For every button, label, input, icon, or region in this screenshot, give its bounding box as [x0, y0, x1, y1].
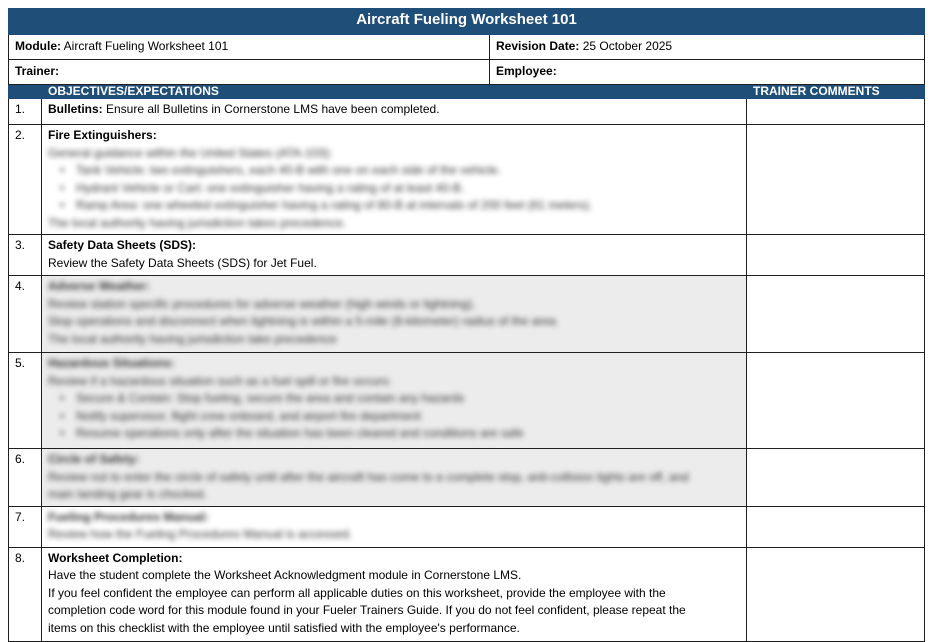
table-row: [9, 125, 925, 235]
table-row: [9, 353, 925, 449]
table-row: [9, 99, 925, 125]
trainer-comment-cell[interactable]: [747, 547, 925, 641]
table-row: [9, 547, 925, 641]
objective-line: Review if a hazardous situation such as a fuel spill or fire occurs:: [48, 373, 392, 388]
objective-cell: [42, 99, 747, 125]
objective-bullet: • Notify supervisor, flight crew onboard, and airport fire department: [48, 408, 740, 426]
objective-bullet: • Secure & Contain: Stop fueling, secure the area and contain any hazards: [48, 390, 740, 408]
row-number: 7.: [9, 506, 42, 547]
objective-line: The local authority having jurisdiction take precedence: [48, 331, 337, 346]
trainer-employee-row: [9, 60, 925, 85]
row-number: 6.: [9, 449, 42, 507]
objective-cell: [42, 353, 747, 449]
module-label: Module:: [15, 39, 61, 53]
module-row: [9, 35, 925, 60]
table-row: [9, 276, 925, 353]
row-number: 3.: [9, 235, 42, 276]
objective-heading: Safety Data Sheets (SDS):: [48, 238, 197, 252]
objective-bullet: • Resume operations only after the situation has been cleared and conditions are safe: [48, 425, 740, 443]
row-number: 5.: [9, 353, 42, 449]
employee-cell[interactable]: [490, 60, 925, 85]
objective-heading: Fire Extinguishers:: [48, 128, 157, 142]
trainer-label: Trainer:: [15, 64, 60, 78]
module-value: Aircraft Fueling Worksheet 101: [63, 39, 229, 53]
objective-heading: Bulletins:: [48, 102, 103, 116]
objectives-column-header: OBJECTIVES/EXPECTATIONS: [42, 85, 747, 99]
objective-line: Review not to enter the circle of safety until after the aircraft has come to a complete stop, anti-collision lights are off, and: [48, 469, 689, 484]
comments-column-header: TRAINER COMMENTS: [747, 85, 925, 99]
revision-value: 25 October 2025: [582, 39, 673, 53]
objective-line: If you feel confident the employee can perform all applicable duties on this worksheet, provide the employee with the: [48, 585, 666, 600]
worksheet-table: [8, 8, 925, 642]
objective-line: The local authority having jurisdiction takes precedence.: [48, 215, 347, 230]
revision-label: Revision Date:: [496, 39, 580, 53]
objective-line: items on this checklist with the employee until satisfied with the employee's performance.: [48, 620, 520, 635]
row-number: 2.: [9, 125, 42, 235]
trainer-comment-cell[interactable]: [747, 235, 925, 276]
objective-cell: [42, 235, 747, 276]
trainer-cell[interactable]: [9, 60, 490, 85]
objective-line: completion code word for this module found in your Fueler Trainers Guide. If you do not feel confident, please repeat the: [48, 603, 686, 617]
objective-line: General guidance within the United States (ATA-103):: [48, 145, 333, 160]
objective-cell: [42, 125, 747, 235]
objective-heading: Hazardous Situations:: [48, 356, 175, 370]
trainer-comment-cell[interactable]: [747, 506, 925, 547]
objective-heading: Circle of Safety:: [48, 452, 140, 466]
row-number: 1.: [9, 99, 42, 125]
objective-bullet: • Ramp Area: one wheeled extinguisher having a rating of 80-B at intervals of 200 feet (61 meters).: [48, 197, 740, 215]
trainer-comment-cell[interactable]: [747, 125, 925, 235]
module-cell: [9, 35, 490, 60]
trainer-comment-cell[interactable]: [747, 276, 925, 353]
objective-bullet: • Tank Vehicle: two extinguishers, each 40-B with one on each side of the vehicle.: [48, 162, 740, 180]
row-number: 4.: [9, 276, 42, 353]
objective-text: Ensure all Bulletins in Cornerstone LMS have been completed.: [102, 102, 440, 116]
employee-label: Employee:: [496, 64, 557, 78]
objective-heading: Worksheet Completion:: [48, 550, 183, 565]
row-number: 8.: [9, 547, 42, 641]
trainer-comment-cell[interactable]: [747, 449, 925, 507]
objective-cell: [42, 547, 747, 641]
objective-cell: [42, 506, 747, 547]
column-header-row: [9, 85, 925, 99]
trainer-comment-cell[interactable]: [747, 99, 925, 125]
number-column-header: [9, 85, 42, 99]
trainer-comment-cell[interactable]: [747, 353, 925, 449]
objective-line: Have the student complete the Worksheet Acknowledgment module in Cornerstone LMS.: [48, 568, 522, 582]
objective-heading: Fueling Procedures Manual:: [48, 509, 209, 524]
worksheet-title: Aircraft Fueling Worksheet 101: [9, 9, 925, 35]
objective-cell: [42, 449, 747, 507]
objective-line: Review how the Fueling Procedures Manual is accessed.: [48, 527, 353, 541]
title-row: [9, 9, 925, 35]
objective-bullet: • Hydrant Vehicle or Cart: one extinguisher having a rating of at least 40-B.: [48, 180, 740, 198]
objective-line: Review station specific procedures for adverse weather (high winds or lightning).: [48, 296, 476, 311]
table-row: [9, 506, 925, 547]
revision-cell: [490, 35, 925, 60]
objective-line: main landing gear is chocked.: [48, 487, 207, 501]
table-row: [9, 235, 925, 276]
objective-cell: [42, 276, 747, 353]
objective-line: Review the Safety Data Sheets (SDS) for Jet Fuel.: [48, 255, 317, 270]
objective-heading: Adverse Weather:: [48, 279, 150, 293]
table-row: [9, 449, 925, 507]
objective-line: Stop operations and disconnect when lightning is within a 5-mile (8-kilometer) radius of the area.: [48, 314, 559, 328]
